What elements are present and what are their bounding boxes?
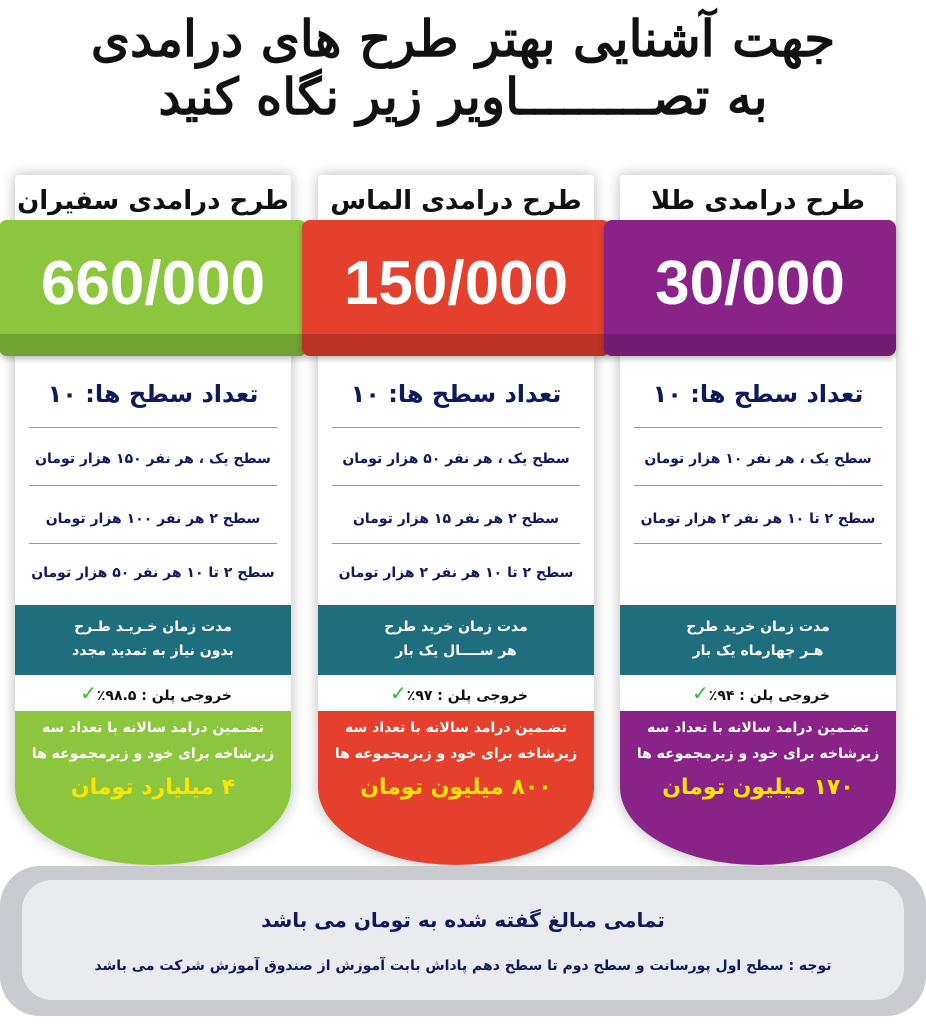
- plan-title: طرح درامدی الماس: [330, 186, 582, 216]
- exit-label: خروجی پلن : ۹۴٪: [708, 688, 830, 704]
- guarantee-line-1: تضـمین درامد سالانه با تعداد سه: [345, 720, 567, 736]
- price-band: [302, 220, 610, 356]
- footer-inner: [22, 880, 904, 1000]
- level-row: سطح یک ، هر نفر ۱۵۰ هزار تومان: [35, 451, 271, 467]
- plan-exit: [620, 675, 896, 711]
- levels-title: تعداد سطح ها: ۱۰: [350, 380, 562, 408]
- check-icon: ✓: [692, 681, 709, 705]
- duration-line-1: مدت زمان خرید طرح: [686, 619, 830, 635]
- headline-line-2: به تصـــــــــاویر زیر نگاه کنید: [158, 67, 768, 126]
- level-row: سطح ۲ تا ۱۰ هر نفر ۵۰ هزار تومان: [31, 565, 275, 581]
- plan-card-tala: [620, 175, 896, 865]
- level-row: سطح ۲ هر نفر ۱۵ هزار تومان: [352, 511, 560, 527]
- divider: [332, 427, 580, 428]
- level-row: سطح یک ، هر نفر ۱۰ هزار تومان: [644, 451, 872, 467]
- plan-card-almas: [318, 175, 594, 865]
- price-band: [604, 220, 896, 356]
- guarantee-amount: ۸۰۰ میلیون تومان: [360, 775, 552, 800]
- plan-title: طرح درامدی سفیران: [17, 186, 289, 216]
- headline-line-1: جهت آشنایی بهتر طرح های درامدی: [90, 9, 836, 68]
- duration-box: [318, 605, 594, 675]
- plan-price: 150/000: [343, 249, 569, 318]
- band-shade: [302, 334, 610, 356]
- plan-exit: [318, 675, 594, 711]
- footer-note: [0, 866, 926, 1016]
- plan-price: 660/000: [40, 249, 266, 318]
- duration-box: [620, 605, 896, 675]
- level-row: سطح ۲ تا ۱۰ هر نفر ۲ هزار تومان: [640, 511, 876, 527]
- divider: [634, 485, 882, 486]
- duration-line-2: هر ســــال یک بار: [395, 643, 517, 659]
- plan-price: 30/000: [655, 249, 845, 318]
- check-icon: ✓: [80, 681, 97, 705]
- guarantee-amount: ۴ میلیارد تومان: [70, 775, 236, 800]
- divider: [29, 485, 277, 486]
- divider: [29, 543, 277, 544]
- duration-box: [15, 605, 291, 675]
- guarantee-line-2: زیرشاخه برای خود و زیرمجموعه ها: [334, 746, 578, 762]
- levels-title: تعداد سطح ها: ۱۰: [652, 380, 864, 408]
- level-row: سطح ۲ تا ۱۰ هر نفر ۲ هزار تومان: [338, 565, 574, 581]
- level-row: سطح ۲ هر نفر ۱۰۰ هزار تومان: [45, 511, 261, 527]
- headline: [0, 10, 926, 126]
- band-shade: [0, 334, 307, 356]
- guarantee-amount: ۱۷۰ میلیون تومان: [662, 775, 854, 800]
- footer-line-1: تمامی مبالغ گفته شده به تومان می باشد: [261, 908, 665, 932]
- level-row: سطح یک ، هر نفر ۵۰ هزار تومان: [342, 451, 570, 467]
- guarantee-line-2: زیرشاخه برای خود و زیرمجموعه ها: [31, 746, 275, 762]
- guarantee-box: [318, 711, 594, 865]
- divider: [634, 427, 882, 428]
- plan-card-safiran: [15, 175, 291, 865]
- price-band: [0, 220, 307, 356]
- duration-line-1: مدت زمان خـریـد طـرح: [74, 619, 232, 635]
- divider: [634, 543, 882, 544]
- guarantee-box: [15, 711, 291, 865]
- plan-title: طرح درامدی طلا: [651, 186, 865, 216]
- guarantee-box: [620, 711, 896, 865]
- plan-exit: [15, 675, 291, 711]
- divider: [332, 543, 580, 544]
- duration-line-1: مدت زمان خرید طرح: [384, 619, 528, 635]
- guarantee-line-1: تضـمین درامد سالانه با تعداد سه: [42, 720, 264, 736]
- divider: [332, 485, 580, 486]
- levels-title: تعداد سطح ها: ۱۰: [47, 380, 259, 408]
- footer-line-2: توجه : سطح اول پورسانت و سطح دوم تا سطح دهم پاداش بابت آموزش از صندوق آموزش شرکت می باشد: [94, 958, 832, 974]
- exit-label: خروجی پلن : ۹۷٪: [406, 688, 528, 704]
- exit-label: خروجی پلن : ۹۸.۵٪: [96, 688, 232, 704]
- band-shade: [604, 334, 896, 356]
- duration-line-2: هـر چهارماه یک بار: [692, 643, 824, 659]
- divider: [29, 427, 277, 428]
- check-icon: ✓: [390, 681, 407, 705]
- guarantee-line-1: تضـمین درامد سالانه با تعداد سه: [647, 720, 869, 736]
- guarantee-line-2: زیرشاخه برای خود و زیرمجموعه ها: [636, 746, 880, 762]
- duration-line-2: بدون نیاز به تمدید مجدد: [72, 643, 234, 659]
